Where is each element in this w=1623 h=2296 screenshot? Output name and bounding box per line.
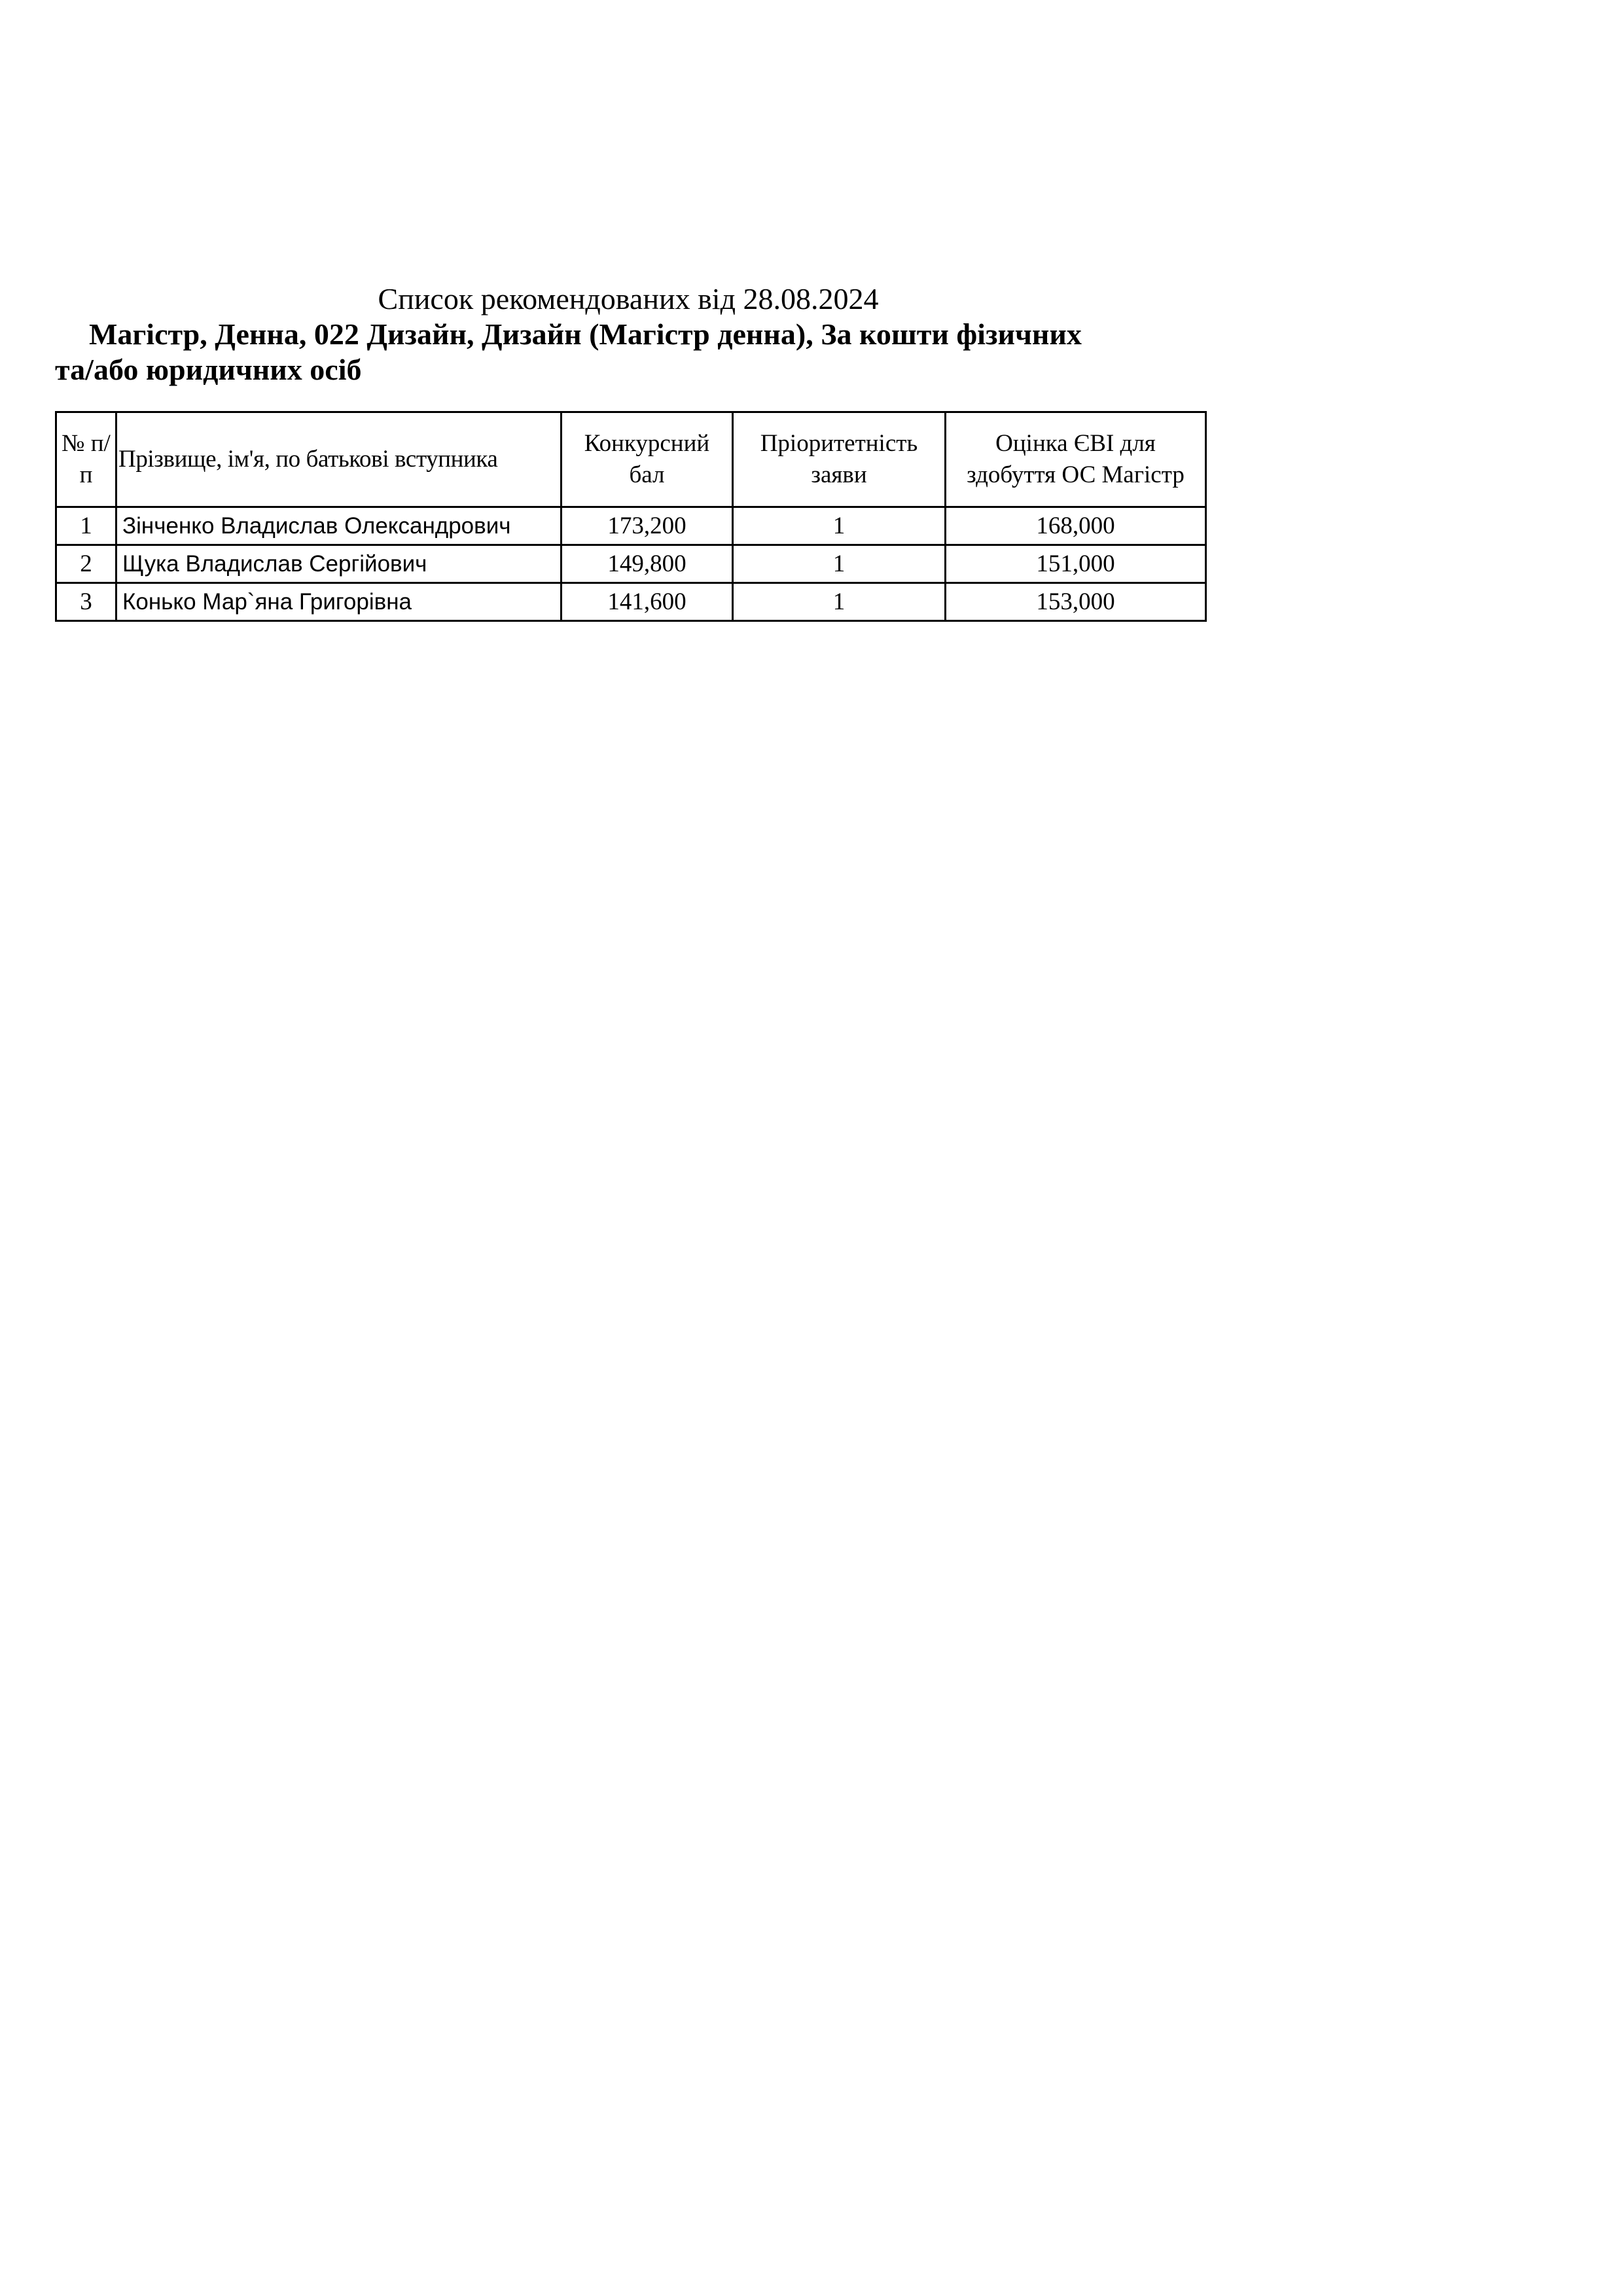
- application-priority: 1: [733, 583, 946, 621]
- competition-score: 149,800: [562, 545, 733, 583]
- applicant-name: Щука Владислав Сергійович: [116, 545, 562, 583]
- competition-score: 173,200: [562, 507, 733, 545]
- table-row: [56, 507, 1206, 545]
- competition-score: 141,600: [562, 583, 733, 621]
- applicant-name: Зінченко Владислав Олександрович: [116, 507, 562, 545]
- header-evi-score: Оцінка ЄВІ для здобуття ОС Магістр: [946, 412, 1206, 507]
- table-row: [56, 545, 1206, 583]
- header-number: № п/п: [56, 412, 116, 507]
- evi-score: 151,000: [946, 545, 1206, 583]
- evi-score: 168,000: [946, 507, 1206, 545]
- subtitle-line-1: Магістр, Денна, 022 Дизайн, Дизайн (Магістр денна), За кошти фізичних: [89, 317, 1082, 351]
- evi-score: 153,000: [946, 583, 1206, 621]
- row-number: 3: [56, 583, 116, 621]
- document-subtitle: [55, 317, 1246, 387]
- subtitle-line-2: та/або юридичних осіб: [55, 353, 362, 386]
- recommended-list-table: [55, 411, 1207, 622]
- application-priority: 1: [733, 507, 946, 545]
- table-row: [56, 583, 1206, 621]
- document-title: Список рекомендованих від 28.08.2024: [378, 282, 879, 315]
- header-full-name: Прізвище, ім'я, по батькові вступника: [116, 412, 562, 507]
- row-number: 2: [56, 545, 116, 583]
- applicant-name: Конько Мар`яна Григорівна: [116, 583, 562, 621]
- header-application-priority: Пріоритетність заяви: [733, 412, 946, 507]
- header-competition-score: Конкурсний бал: [562, 412, 733, 507]
- table-header-row: [56, 412, 1206, 507]
- row-number: 1: [56, 507, 116, 545]
- application-priority: 1: [733, 545, 946, 583]
